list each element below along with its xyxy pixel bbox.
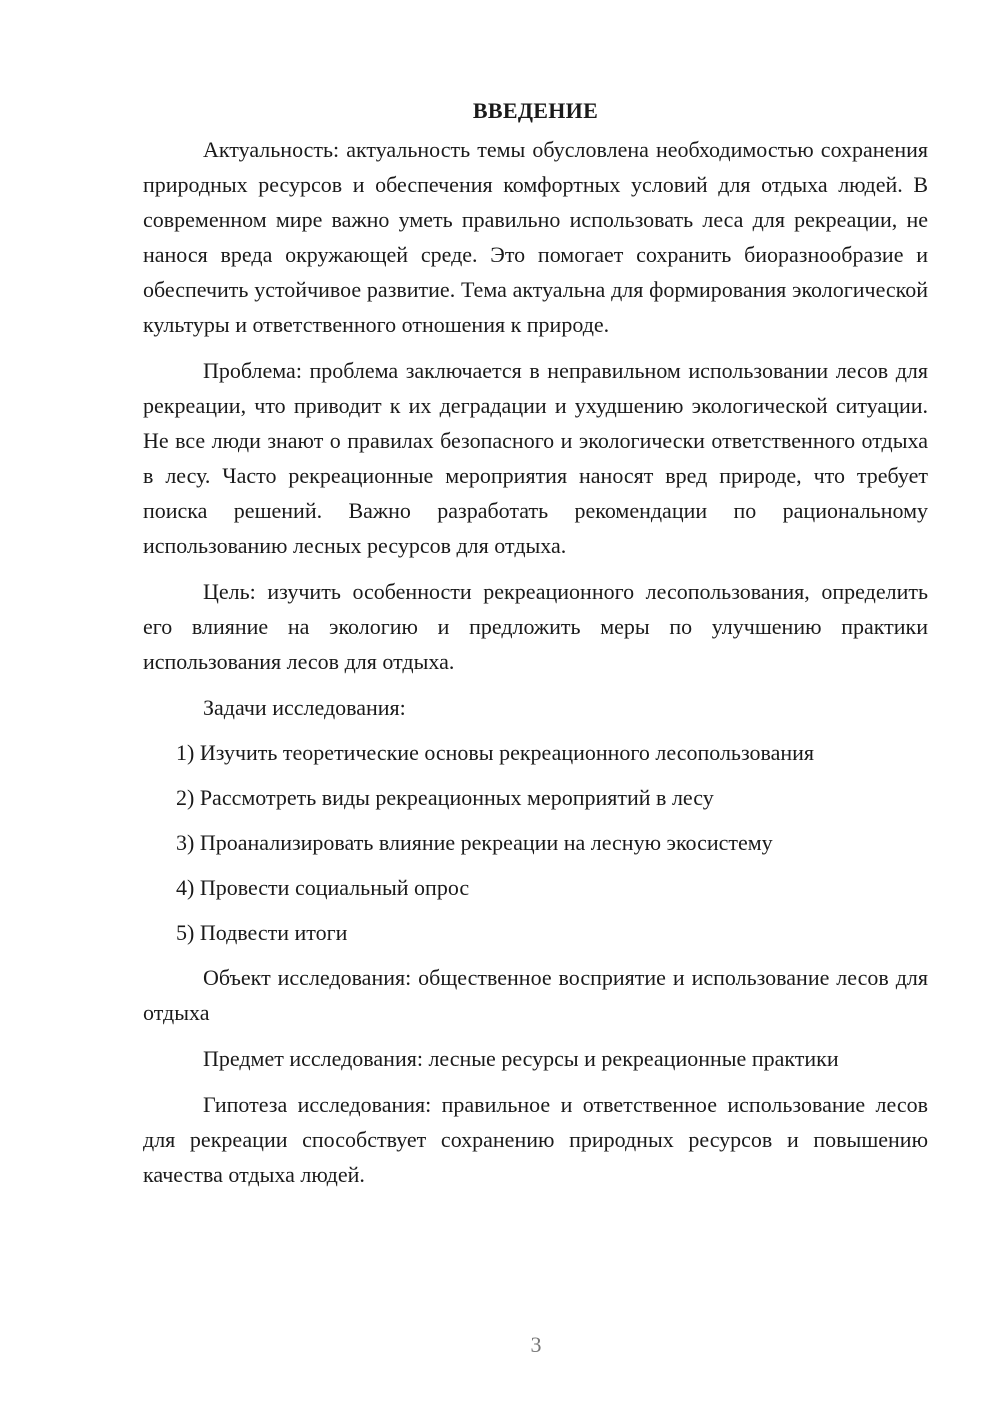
list-item: 3) Проанализировать влияние рекреации на лесную экосистему xyxy=(176,830,773,855)
paragraph-problem: Проблема: проблема заключается в неправильном использовании лесов для рекреации, что приводит к их деградации и ухудшению экологической ситуации. Не все люди знают о правилах безопасного и экологически ответственного отдыха в лесу. Часто рекреационные мероприятия наносят вред природе, что требует поиска решений. Важно разработать рекомендации по рациональному использованию лесных ресурсов для отдыха. xyxy=(143,358,928,558)
page-content xyxy=(143,93,928,1192)
paragraph-goal: Цель: изучить особенности рекреационного лесопользования, определить его влияние на экологию и предложить меры по улучшению практики использования лесов для отдыха. xyxy=(143,579,928,674)
list-item: 1) Изучить теоретические основы рекреационного лесопользования xyxy=(176,740,815,765)
page-number: 3 xyxy=(530,1332,542,1357)
task-list xyxy=(143,735,928,950)
list-item: 4) Провести социальный опрос xyxy=(176,875,470,900)
paragraph-relevance: Актуальность: актуальность темы обусловлена необходимостью сохранения природных ресурсов и обеспечения комфортных условий для отдыха людей. В современном мире важно уметь правильно использовать леса для рекреации, не нанося вреда окружающей среде. Это помогает сохранить биоразнообразие и обеспечить устойчивое развитие. Тема актуальна для формирования экологической культуры и ответственного отношения к природе. xyxy=(143,137,928,337)
paragraph-subject: Предмет исследования: лесные ресурсы и рекреационные практики xyxy=(203,1046,839,1071)
page-title: ВВЕДЕНИЕ xyxy=(472,98,599,123)
list-item: 5) Подвести итоги xyxy=(176,920,348,945)
tasks-heading: Задачи исследования: xyxy=(203,695,406,720)
paragraph-object: Объект исследования: общественное восприятие и использование лесов для отдыха xyxy=(143,965,928,1025)
list-item: 2) Рассмотреть виды рекреационных мероприятий в лесу xyxy=(176,785,714,810)
paragraph-hypothesis: Гипотеза исследования: правильное и ответственное использование лесов для рекреации способствует сохранению природных ресурсов и повышению качества отдыха людей. xyxy=(143,1092,928,1187)
